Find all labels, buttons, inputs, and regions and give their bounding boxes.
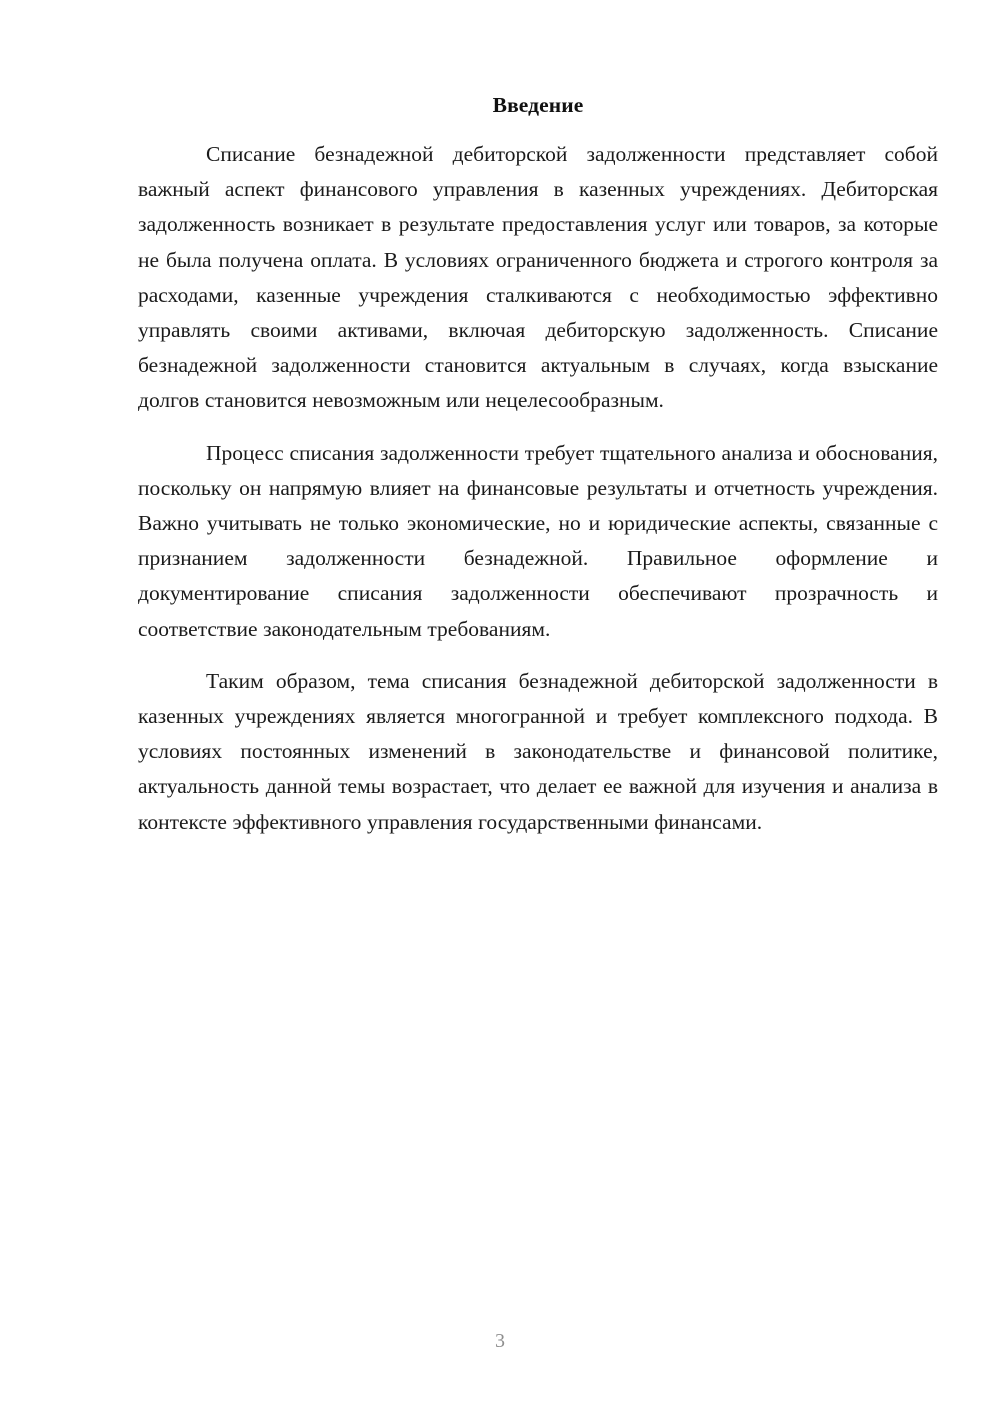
page-title: Введение — [492, 93, 584, 117]
page-content — [138, 88, 938, 840]
body-paragraph: Процесс списания задолженности требует тщательного анализа и обоснования, поскольку он напрямую влияет на финансовые результаты и отчетность учреждения. Важно учитывать не только экономические, но и юридические аспекты, связанные с признанием задолженности безнадежной. Правильное оформление и документирование списания задолженности обеспечивают прозрачность и соответствие законодательным требованиям. — [138, 440, 938, 641]
body-paragraph: Списание безнадежной дебиторской задолженности представляет собой важный аспект финансового управления в казенных учреждениях. Дебиторская задолженность возникает в результате предоставления услуг или товаров, за которые не была получена оплата. В условиях ограниченного бюджета и строгого контроля за расходами, казенные учреждения сталкиваются с необходимостью эффективно управлять своими активами, включая дебиторскую задолженность. Списание безнадежной задолженности становится актуальным в случаях, когда взыскание долгов становится невозможным или нецелесообразным. — [138, 142, 938, 413]
body-paragraph: Таким образом, тема списания безнадежной дебиторской задолженности в казенных учреждениях является многогранной и требует комплексного подхода. В условиях постоянных изменений в законодательстве и финансовой политике, актуальность данной темы возрастает, что делает ее важной для изучения и анализа в контексте эффективного управления государственными финансами. — [138, 668, 938, 834]
page-number: 3 — [495, 1330, 505, 1352]
